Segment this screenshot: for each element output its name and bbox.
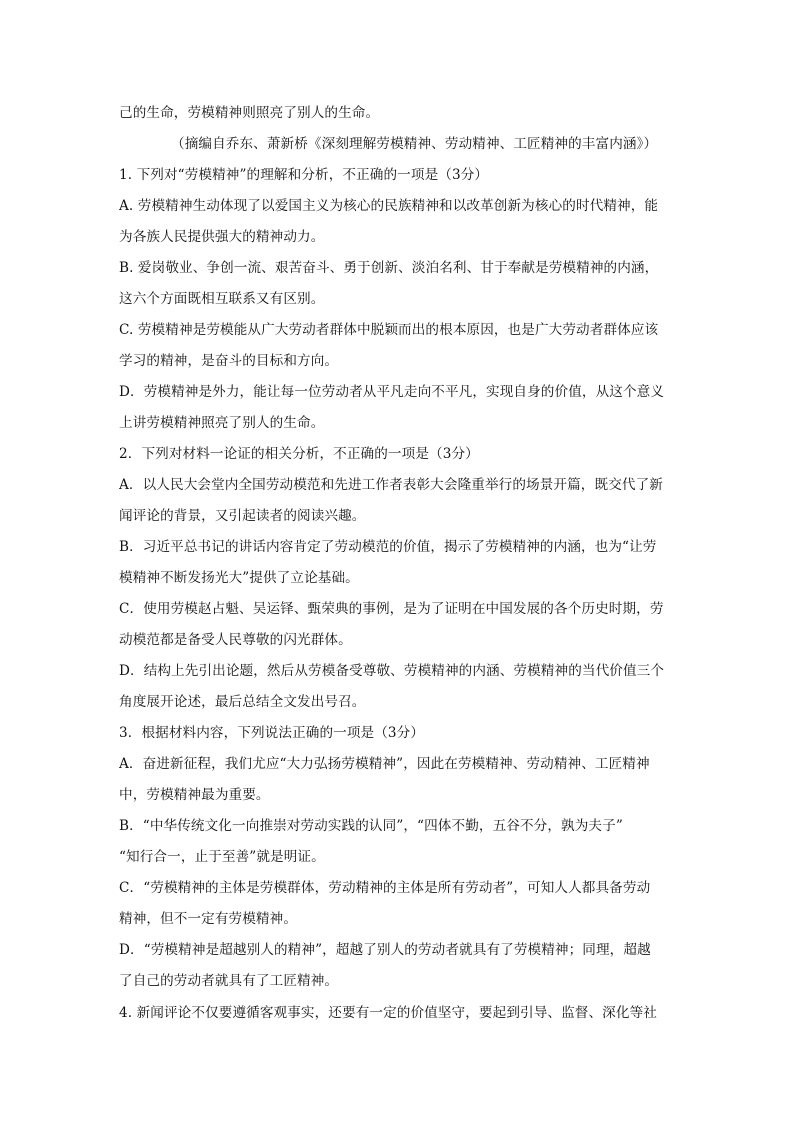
question-3-option-b-cont: “知行合一，止于至善”就是明证。 xyxy=(119,849,325,865)
question-1-stem: 1. 下列对“劳模精神”的理解和分析，不正确的一项是（3分） xyxy=(119,167,489,183)
question-3-stem: 3．根据材料内容，下列说法正确的一项是（3分） xyxy=(119,725,425,741)
question-3-option-c-cont: 精神，但不一定有劳模精神。 xyxy=(119,911,298,927)
question-1-option-d: D．劳模精神是外力，能让每一位劳动者从平凡走向不平凡，实现自身的价值，从这个意义 xyxy=(119,384,665,400)
question-2-option-b-cont: 模精神不断发扬光大”提供了立论基础。 xyxy=(119,570,359,586)
source-citation: （摘编自乔东、萧新桥《深刻理解劳模精神、劳动精神、工匠精神的丰富内涵》） xyxy=(171,136,658,152)
question-1-option-b: B. 爱岗敬业、争创一流、艰苦奋斗、勇于创新、淡泊名利、甘于奉献是劳模精神的内涵， xyxy=(119,260,659,276)
question-2-option-d: D．结构上先引出论题，然后从劳模备受尊敬、劳模精神的内涵、劳模精神的当代价值三个 xyxy=(119,663,665,679)
question-3-option-b: B．“中华传统文化一向推崇对劳动实践的认同”，“四体不勤，五谷不分，孰为夫子” xyxy=(119,818,623,834)
question-1-option-a-cont: 为各族人民提供强大的精神动力。 xyxy=(119,229,325,245)
text-line-continuation: 己的生命，劳模精神则照亮了别人的生命。 xyxy=(119,105,380,121)
question-1-option-b-cont: 这六个方面既相互联系又有区别。 xyxy=(119,291,325,307)
question-4-stem: 4. 新闻评论不仅要遵循客观事实，还要有一定的价值坚守，要起到引导、监督、深化等社 xyxy=(119,1005,657,1021)
question-3-option-d-cont: 了自己的劳动者就具有了工匠精神。 xyxy=(119,973,339,989)
question-1-option-c: C. 劳模精神是劳模能从广大劳动者群体中脱颖而出的根本原因，也是广大劳动者群体应该 xyxy=(119,322,659,338)
question-2-stem: 2．下列对材料一论证的相关分析，不正确的一项是（3分） xyxy=(119,446,479,462)
question-2-option-c-cont: 动模范都是备受人民尊敬的闪光群体。 xyxy=(119,632,352,648)
question-3-option-a: A．奋进新征程，我们尤应“大力弘扬劳模精神”，因此在劳模精神、劳动精神、工匠精神 xyxy=(119,756,650,772)
question-1-option-d-cont: 上讲劳模精神照亮了别人的生命。 xyxy=(119,415,325,431)
question-2-option-a-cont: 闻评论的背景，又引起读者的阅读兴趣。 xyxy=(119,508,366,524)
question-3-option-a-cont: 中，劳模精神最为重要。 xyxy=(119,787,270,803)
question-2-option-a: A．以人民大会堂内全国劳动模范和先进工作者表彰大会隆重举行的场景开篇，既交代了新 xyxy=(119,477,663,493)
question-3-option-d: D．“劳模精神是超越别人的精神”，超越了别人的劳动者就具有了劳模精神；同理，超越 xyxy=(119,942,651,958)
question-1-option-c-cont: 学习的精神，是奋斗的目标和方向。 xyxy=(119,353,339,369)
question-2-option-b: B．习近平总书记的讲话内容肯定了劳动模范的价值，揭示了劳模精神的内涵，也为“让劳 xyxy=(119,539,657,555)
question-2-option-d-cont: 角度展开论述，最后总结全文发出号召。 xyxy=(119,694,366,710)
question-3-option-c: C．“劳模精神的主体是劳模群体，劳动精神的主体是所有劳动者”，可知人人都具备劳动 xyxy=(119,880,651,896)
question-2-option-c: C．使用劳模赵占魁、吴运铎、甄荣典的事例，是为了证明在中国发展的各个历史时期，劳 xyxy=(119,601,664,617)
question-1-option-a: A. 劳模精神生动体现了以爱国主义为核心的民族精神和以改革创新为核心的时代精神，能 xyxy=(119,198,659,214)
